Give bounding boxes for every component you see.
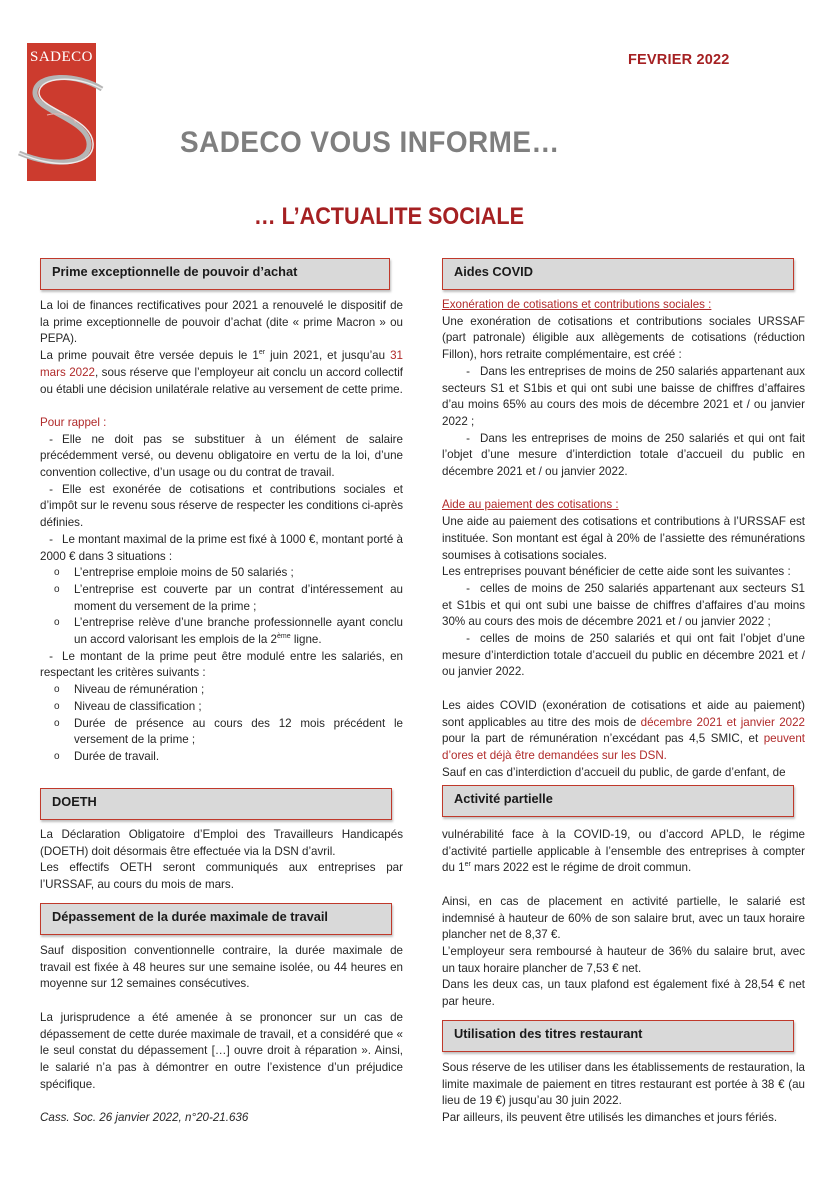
subsection-label: Aide au paiement des cotisations :	[442, 498, 619, 512]
section-heading-activite: Activité partielle	[442, 785, 794, 817]
circle-item: o L’entreprise emploie moins de 50 salariés ;	[54, 566, 294, 580]
circle-item: o Durée de travail.	[54, 749, 160, 763]
paragraph: Sauf en cas d’interdiction d’accueil du public, de garde d’enfant, de	[442, 765, 786, 779]
circle-item: o Niveau de rémunération ;	[54, 683, 205, 697]
subsection-label: Exonération de cotisations et contributions sociales :	[442, 298, 712, 311]
paragraph: Les effectifs OETH seront communiqués aux entreprises par l’URSSAF, au cours du mois de mars.	[40, 861, 403, 892]
dash-item: - Dans les entreprises de moins de 250 salariés et qui ont fait l’objet d’une mesure d’interdiction totale d’accueil du public en décembre 2021 et / ou janvier 2022.	[442, 431, 805, 479]
paragraph: Par ailleurs, ils peuvent être utilisés les dimanches et jours fériés.	[442, 1111, 778, 1125]
paragraph: La prime pouvait être versée depuis le 1er juin 2021, et jusqu’au 31 mars 2022, sous réserve que l’employeur ait conclu un accord collectif ou établi une décision unilatérale relative au versement de cette prime.	[40, 349, 403, 396]
logo-swoosh-icon	[17, 71, 112, 176]
issue-date: FEVRIER 2022	[628, 52, 730, 68]
dash-item: - Le montant maximal de la prime est fixé à 1000 €, montant porté à 2000 € dans 3 situations :	[40, 532, 403, 563]
paragraph: Dans les deux cas, un taux plafond est également fixé à 28,54 € net par heure.	[442, 978, 805, 1009]
paragraph: Ainsi, en cas de placement en activité partielle, le salarié est indemnisé à hauteur de 60% de son salaire brut, avec un taux horaire plancher net de 8,37 €.	[442, 894, 805, 942]
dash-item: - Elle ne doit pas se substituer à un élément de salaire précédemment versé, ou devenu obligatoire en vertu de la loi, d’une convention collective, d’un usage ou du contrat de travail.	[40, 432, 403, 480]
section-doeth-body	[40, 827, 403, 894]
dash-item: - celles de moins de 250 salariés et qui ont fait l’objet d’une mesure d’interdiction totale d’accueil du public en décembre 2021 et / ou janvier 2022.	[442, 632, 805, 679]
dash-item: - Le montant de la prime peut être modulé entre les salariés, en respectant les critères suivants :	[40, 649, 403, 680]
section-heading-doeth: DOETH	[40, 788, 392, 820]
paragraph: La loi de finances rectificatives pour 2021 a renouvelé le dispositif de la prime exceptionnelle de pouvoir d’achat (dite « prime Macron » ou PEPA).	[40, 299, 403, 346]
paragraph: vulnérabilité face à la COVID-19, ou d’accord APLD, le régime d’activité partielle applicable à l’ensemble des entreprises à compter du 1er mars 2022 est le régime de droit commun.	[442, 828, 805, 875]
section-activite-body	[442, 827, 805, 1011]
section-covid-body	[442, 297, 805, 781]
circle-item: o L’entreprise est couverte par un contrat d’intéressement au moment du versement de la prime ;	[54, 582, 403, 613]
section-duree-body	[40, 943, 403, 1127]
paragraph: Sauf disposition conventionnelle contraire, la durée maximale de travail est fixée à 48 heures sur une semaine isolée, ou 44 heures en moyenne sur 12 semaines consécutives.	[40, 944, 403, 991]
rappel-label: Pour rappel :	[40, 415, 107, 429]
page-title: SADECO VOUS INFORME…	[180, 126, 560, 159]
circle-item: o Durée de présence au cours des 12 mois précédent le versement de la prime ;	[54, 716, 403, 747]
page-subtitle: … L’ACTUALITE SOCIALE	[254, 203, 524, 230]
highlight-date: 31 mars 2022	[40, 349, 403, 379]
case-citation: Cass. Soc. 26 janvier 2022, n°20-21.636	[40, 1111, 249, 1124]
paragraph: Sous réserve de les utiliser dans les établissements de restauration, la limite maximale de paiement en titres restaurant est portée à 38 € (au lieu de 19 €) jusqu’au 30 juin 2022.	[442, 1061, 805, 1108]
paragraph: Une aide au paiement des cotisations et contributions à l’URSSAF est instituée. Son montant est égal à 20% de l’assiette des rémunérations soumises à cotisations sociales.	[442, 515, 805, 562]
paragraph: Une exonération de cotisations et contributions sociales URSSAF (part patronale) éligible aux allègements de cotisations (réduction Fillon), hors retraite complémentaire, est créé :	[442, 314, 805, 362]
dash-item: - Dans les entreprises de moins de 250 salariés appartenant aux secteurs S1 et S1bis et qui ont subi une baisse de chiffres d’affaires d’au moins 65% au cours des mois de décembre 2021 et / ou janvier 2022 ;	[442, 364, 805, 428]
paragraph: La jurisprudence a été amenée à se prononcer sur un cas de dépassement de cette durée maximale de travail, et a considéré que « le seul constat du dépassement […] ouvre droit à réparation ». Ainsi, le salarié n’a pas à démontrer en outre l’existence d’un préjudice spécifique.	[40, 1010, 403, 1091]
dash-item: - Elle est exonérée de cotisations et contributions sociales et d’impôt sur le revenu sous réserve de respecter les conditions ci-après définies.	[40, 482, 403, 530]
circle-item: o Niveau de classification ;	[54, 699, 202, 713]
circle-item: o L’entreprise relève d’une branche professionnelle ayant conclu un accord valorisant les emplois de la 2ème ligne.	[54, 616, 403, 647]
section-prime-body	[40, 298, 403, 766]
section-heading-covid: Aides COVID	[442, 258, 794, 290]
paragraph: Les entreprises pouvant bénéficier de cette aide sont les suivantes :	[442, 565, 791, 579]
section-heading-titres: Utilisation des titres restaurant	[442, 1020, 794, 1052]
paragraph: Les aides COVID (exonération de cotisations et aide au paiement) sont applicables au titre des mois de décembre 2021 et janvier 2022 pour la part de rémunération n’excédant pas 4,5 SMIC, et peuvent d’ores et déjà être demandées sur les DSN.	[442, 698, 805, 762]
paragraph: La Déclaration Obligatoire d’Emploi des Travailleurs Handicapés (DOETH) doit désormais être effectuée via la DSN d’avril.	[40, 828, 403, 858]
section-heading-duree: Dépassement de la durée maximale de travail	[40, 903, 392, 935]
sadeco-logo	[27, 43, 96, 181]
section-titres-body	[442, 1060, 805, 1127]
section-heading-prime: Prime exceptionnelle de pouvoir d’achat	[40, 258, 390, 290]
paragraph: L’employeur sera remboursé à hauteur de 36% du salaire brut, avec un taux horaire plancher de 7,53 € net.	[442, 944, 805, 975]
dash-item: - celles de moins de 250 salariés appartenant aux secteurs S1 et S1bis et qui ont subi une baisse de chiffres d’affaires d’au moins 30% au cours des mois de décembre 2021 et / ou janvier 2022 ;	[442, 581, 805, 629]
logo-text: SADECO	[29, 49, 93, 65]
